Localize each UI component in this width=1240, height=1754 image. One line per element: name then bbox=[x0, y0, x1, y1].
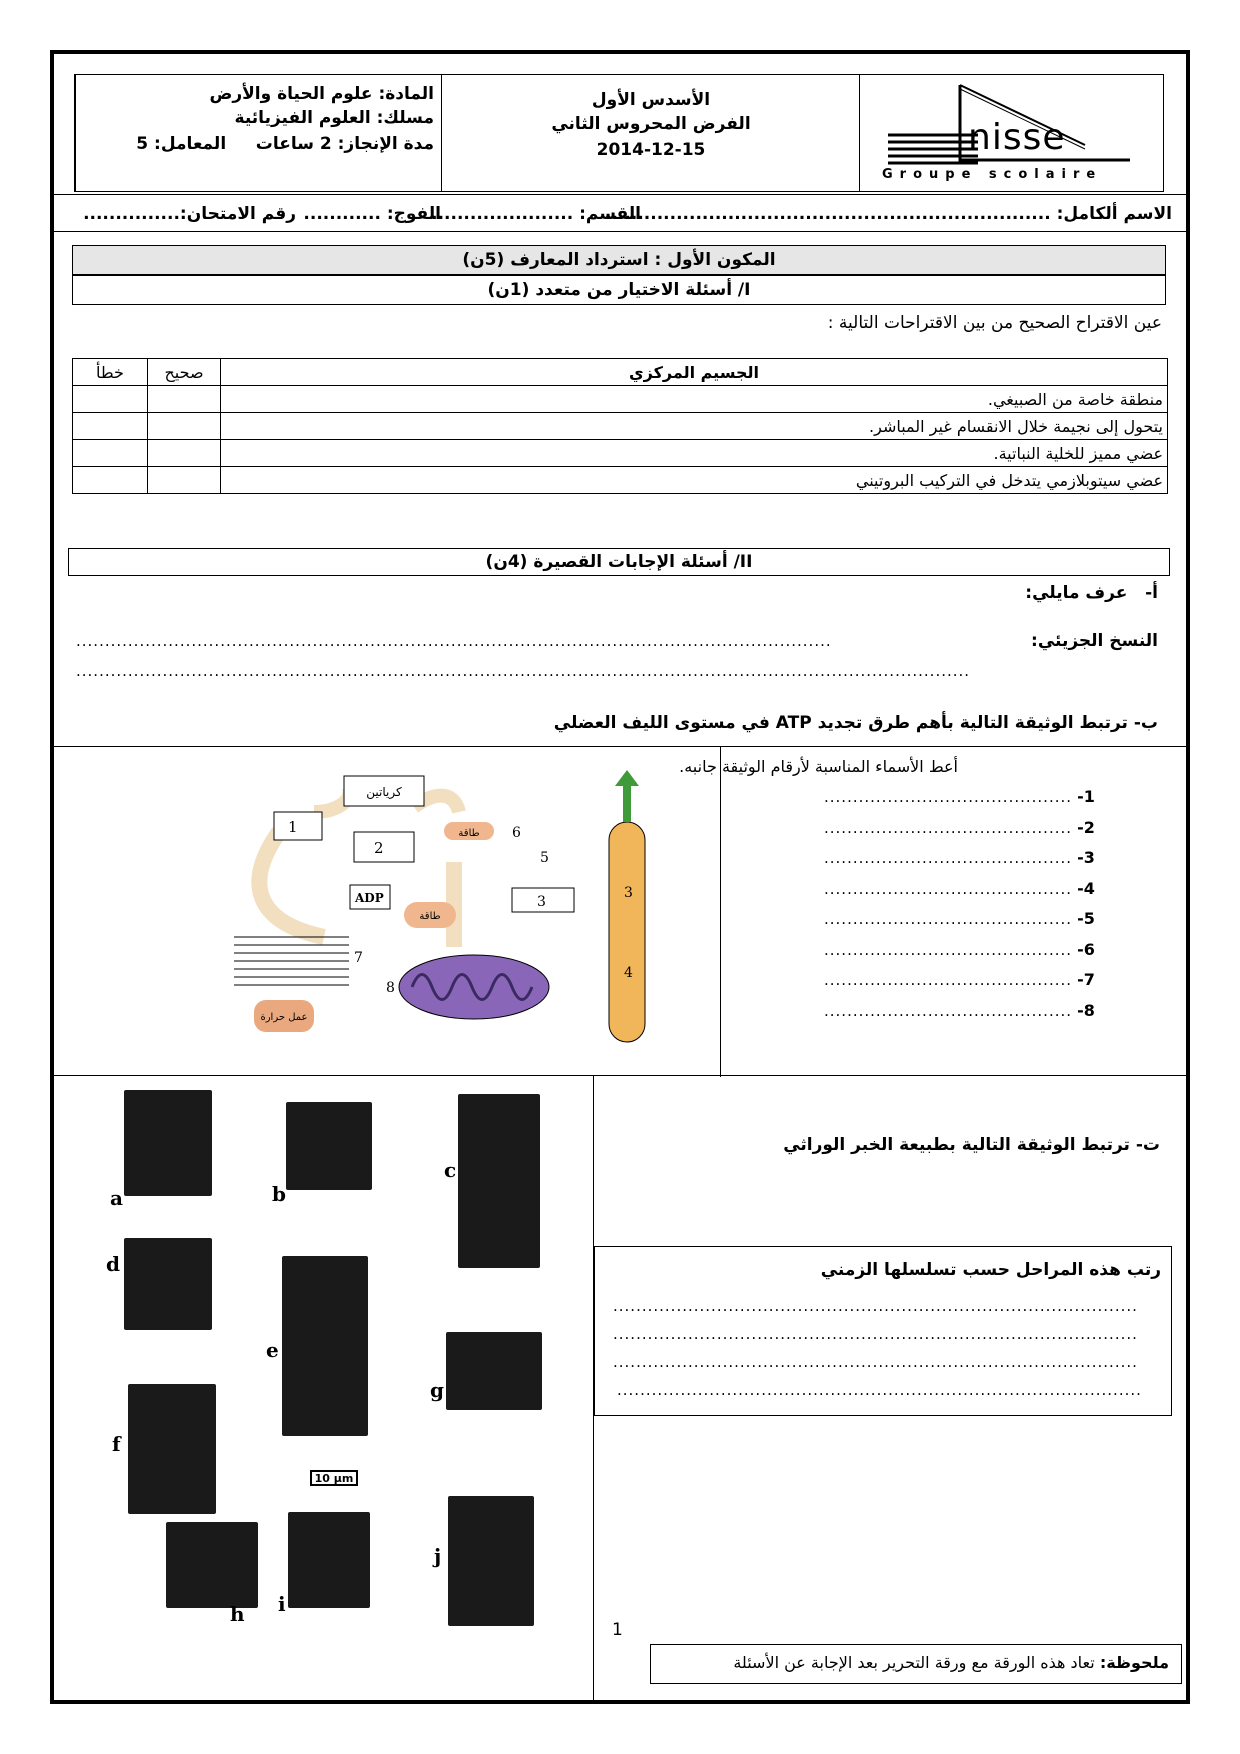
micrograph-h bbox=[166, 1522, 258, 1608]
answer-line[interactable]: ........................................................................................................................................................... bbox=[76, 662, 971, 680]
mcq-statement: عضي مميز للخلية النباتية. bbox=[221, 440, 1168, 467]
adp-label: ADP bbox=[355, 891, 384, 905]
micrograph-b bbox=[286, 1102, 372, 1190]
creatine-label: كرياتين bbox=[366, 785, 402, 799]
part1-title: المكون الأول : استرداد المعارف (5ن) bbox=[72, 245, 1166, 275]
b-instruction: أعط الأسماء المناسبة لأرقام الوثيقة جانبه. bbox=[679, 757, 958, 776]
mcq-statement: يتحول إلى نجيمة خلال الانقسام غير المباشر. bbox=[221, 413, 1168, 440]
label-a: a bbox=[110, 1186, 123, 1210]
exam-label: الفرض المحروس الثاني bbox=[551, 114, 751, 134]
label-5: 5 bbox=[540, 850, 549, 866]
atp-diagram bbox=[184, 762, 724, 1062]
label-f: f bbox=[112, 1432, 121, 1456]
order-answer-box bbox=[594, 1246, 1172, 1416]
subject-label: المادة: علوم الحياة والأرض bbox=[209, 84, 434, 104]
energy-label-top: طاقة bbox=[458, 828, 480, 839]
false-cell[interactable] bbox=[73, 413, 148, 440]
mcq-table bbox=[72, 358, 1168, 494]
false-cell[interactable] bbox=[73, 467, 148, 494]
micrograph-g bbox=[446, 1332, 542, 1410]
list-item[interactable]: ........................................... -6 bbox=[824, 939, 1095, 959]
c-instruction: رتب هذه المراحل حسب تسلسلها الزمني bbox=[820, 1260, 1161, 1280]
true-cell[interactable] bbox=[148, 467, 221, 494]
col-head-false: خطأ bbox=[73, 359, 148, 386]
b-answer-list bbox=[824, 787, 1154, 1031]
answer-line[interactable]: ........................................................................................... bbox=[613, 1325, 1138, 1343]
q2-b-label: ب- ترتبط الوثيقة التالية بأهم طرق تجديد ATP في مستوى الليف العضلي bbox=[553, 713, 1158, 733]
student-info bbox=[54, 194, 1186, 232]
q2-c-label: ت- ترتبط الوثيقة التالية بطبيعة الخبر الوراثي bbox=[783, 1135, 1160, 1155]
note-text: تعاد هذه الورقة مع ورقة التحرير بعد الإجابة عن الأسئلة bbox=[733, 1653, 1095, 1672]
col-head-centrosome: الجسيم المركزي bbox=[221, 359, 1168, 386]
false-cell[interactable] bbox=[73, 440, 148, 467]
duration-label: مدة الإنجاز: 2 ساعات المعامل: 5 bbox=[136, 134, 434, 154]
label-6: 6 bbox=[512, 825, 521, 841]
label-g: g bbox=[430, 1378, 444, 1402]
list-item[interactable]: ........................................... -5 bbox=[824, 909, 1095, 928]
label-j: j bbox=[434, 1544, 442, 1568]
header-center bbox=[441, 75, 860, 191]
header-left bbox=[75, 75, 442, 191]
true-cell[interactable] bbox=[148, 386, 221, 413]
micrograph-panel bbox=[54, 1076, 594, 1700]
true-cell[interactable] bbox=[148, 413, 221, 440]
semester-label: الأسدس الأول bbox=[591, 90, 711, 110]
micrograph-d bbox=[124, 1238, 212, 1330]
label-e: e bbox=[266, 1338, 279, 1362]
micrograph-f bbox=[128, 1384, 216, 1514]
label-2: 2 bbox=[374, 839, 384, 857]
list-item[interactable]: ........................................... -2 bbox=[824, 817, 1095, 837]
list-item[interactable]: ........................................... -1 bbox=[824, 787, 1095, 806]
table-row bbox=[73, 440, 1168, 467]
logo-name: nisse bbox=[968, 117, 1066, 158]
answer-line[interactable]: ........................................................................................... bbox=[613, 1297, 1138, 1315]
class-field[interactable]: القسم: ...................... bbox=[431, 204, 641, 224]
micrograph-a bbox=[124, 1090, 212, 1196]
label-7: 7 bbox=[354, 950, 363, 966]
list-item[interactable]: ........................................... -8 bbox=[824, 1000, 1095, 1020]
answer-line[interactable]: ........................................................................................... bbox=[617, 1381, 1142, 1399]
label-b: b bbox=[272, 1182, 286, 1206]
label-3-vessel: 3 bbox=[624, 885, 633, 901]
false-cell[interactable] bbox=[73, 386, 148, 413]
q2-a-term: النسخ الجزيئي: bbox=[1031, 631, 1158, 651]
mcq-statement: عضي سيتوبلازمي يتدخل في التركيب البروتيني bbox=[221, 467, 1168, 494]
label-1: 1 bbox=[288, 818, 298, 836]
col-head-true: صحيح bbox=[148, 359, 221, 386]
exam-header bbox=[74, 74, 1164, 192]
q1-instruction: عين الاقتراح الصحيح من بين الاقتراحات التالية : bbox=[827, 313, 1162, 333]
answer-line[interactable]: ........................................................................................... bbox=[613, 1353, 1138, 1371]
micrograph-j bbox=[448, 1496, 534, 1626]
q2-a-label: أ- عرف مايلي: bbox=[1025, 583, 1158, 603]
label-3-box: 3 bbox=[537, 894, 546, 910]
true-cell[interactable] bbox=[148, 440, 221, 467]
answer-line[interactable]: ................................................................................................................................... bbox=[76, 632, 832, 650]
track-label: مسلك: العلوم الفيزيائية bbox=[234, 108, 434, 128]
exam-date: 2014-12-15 bbox=[596, 140, 706, 160]
list-item[interactable]: ........................................... -3 bbox=[824, 848, 1095, 867]
label-8: 8 bbox=[386, 980, 395, 996]
list-item[interactable]: ........................................... -4 bbox=[824, 878, 1095, 898]
label-d: d bbox=[106, 1252, 120, 1276]
micrograph-c bbox=[458, 1094, 540, 1268]
mcq-statement: منطقة خاصة من الصبيغي. bbox=[221, 386, 1168, 413]
section-b bbox=[54, 746, 1186, 1076]
micrograph-i bbox=[288, 1512, 370, 1608]
label-c: c bbox=[444, 1158, 457, 1182]
heat-label: عمل حرارة bbox=[260, 1012, 308, 1023]
table-row bbox=[73, 467, 1168, 494]
logo-subtitle: Groupe scolaire bbox=[882, 167, 1103, 182]
page-number: 1 bbox=[612, 1620, 623, 1640]
group-field[interactable]: الفوج: ............ bbox=[303, 204, 441, 224]
student-name-field[interactable]: الاسم ألكامل: ..................................................................... bbox=[605, 204, 1172, 224]
scale-bar: 10 µm bbox=[310, 1470, 358, 1486]
table-row bbox=[73, 413, 1168, 440]
list-item[interactable]: ........................................... -7 bbox=[824, 970, 1095, 989]
q1-title: I/ أسئلة الاختيار من متعدد (1ن) bbox=[72, 275, 1166, 305]
label-4: 4 bbox=[624, 965, 633, 981]
micrograph-e bbox=[282, 1256, 368, 1436]
exam-number-field[interactable]: رقم الامتحان:............... bbox=[83, 204, 296, 224]
school-logo bbox=[859, 75, 1164, 191]
footer-note bbox=[650, 1644, 1182, 1684]
table-row bbox=[73, 386, 1168, 413]
label-i: i bbox=[278, 1592, 286, 1616]
label-h: h bbox=[230, 1602, 245, 1626]
note-label: ملحوظة: bbox=[1099, 1653, 1169, 1672]
energy-label-middle: طاقة bbox=[419, 911, 441, 922]
q2-title: II/ أسئلة الإجابات القصيرة (4ن) bbox=[68, 548, 1170, 576]
